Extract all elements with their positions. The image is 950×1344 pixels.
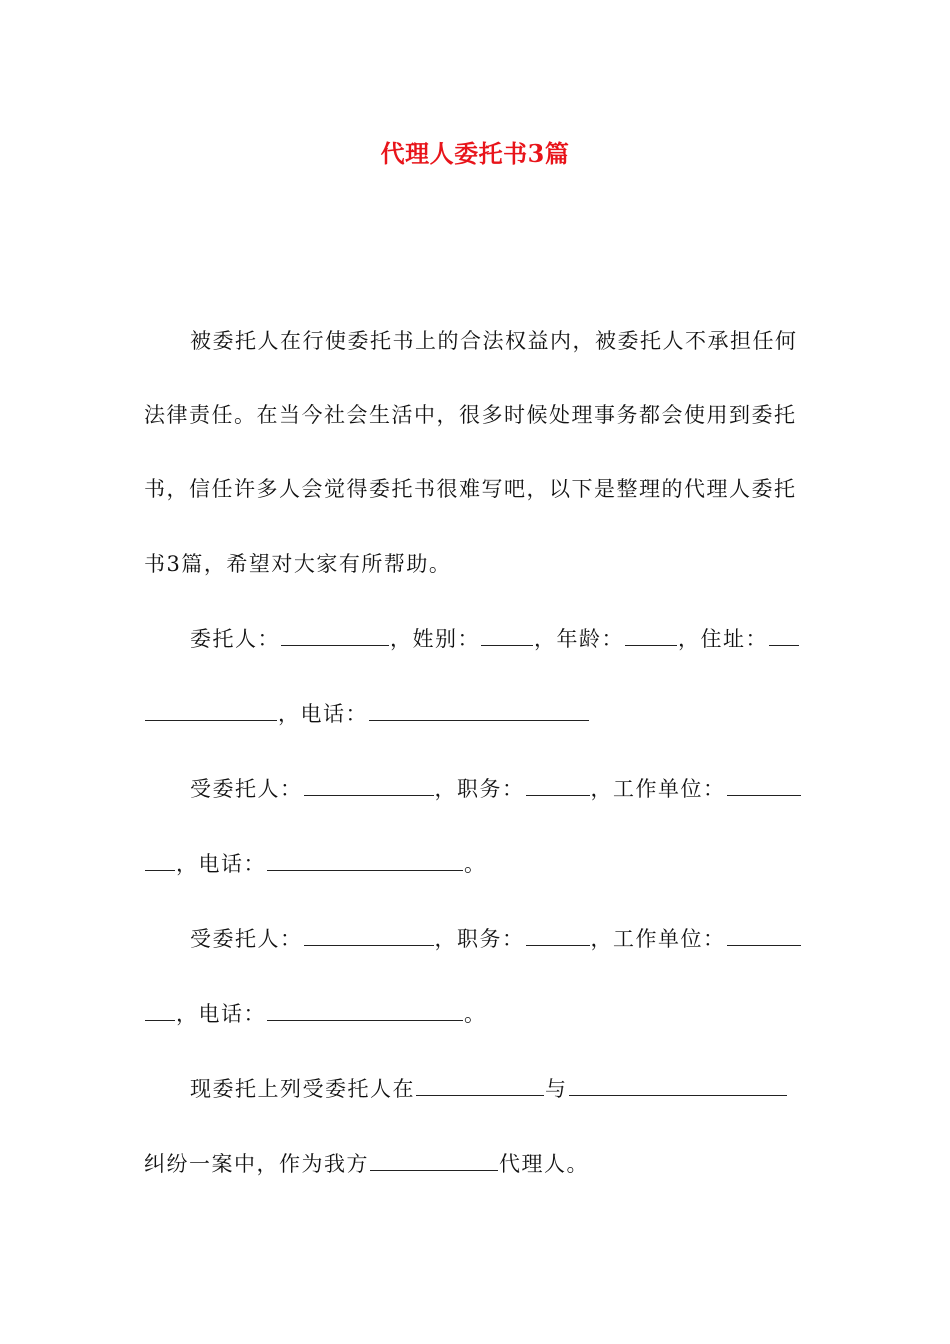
- agent1-phone-label: ，电话：: [176, 852, 266, 876]
- agent2-line-1: [190, 924, 802, 954]
- agent2-position-blank: [526, 927, 590, 946]
- agent2-label: 受委托人：: [190, 927, 303, 951]
- document-title: 代理人委托书3篇: [380, 139, 570, 168]
- mandate-part-4: 代理人。: [499, 1152, 589, 1176]
- agent1-position-label: ，职务：: [434, 777, 525, 801]
- agent1-line-2: [144, 849, 487, 879]
- agent2-name-blank: [304, 927, 434, 946]
- agent1-workplace-blank-end: [145, 852, 175, 871]
- agent2-phone-blank: [267, 1002, 463, 1021]
- agent1-name-blank: [304, 777, 434, 796]
- principal-label: 委托人：: [190, 627, 280, 651]
- address-label: ，住址：: [678, 627, 768, 651]
- agent1-workplace-label: ，工作单位：: [590, 777, 726, 801]
- agent1-end: 。: [464, 852, 487, 876]
- mandate-part-1: 现委托上列受委托人在: [190, 1077, 415, 1101]
- gender-label: ，姓别：: [390, 627, 480, 651]
- agent2-workplace-label: ，工作单位：: [590, 927, 726, 951]
- age-label: ，年龄：: [534, 627, 624, 651]
- principal-line-2: [144, 699, 590, 729]
- age-blank: [625, 627, 677, 646]
- address-blank-end: [145, 702, 277, 721]
- intro-line-2: 法律责任。在当今社会生活中，很多时候处理事务都会使用到委托: [144, 403, 797, 427]
- mandate-line-2: [144, 1149, 589, 1179]
- principal-name-blank: [281, 627, 389, 646]
- agent1-phone-blank: [267, 852, 463, 871]
- intro-line-3: 书，信任许多人会觉得委托书很难写吧，以下是整理的代理人委托: [144, 477, 797, 501]
- agent2-workplace-blank-start: [727, 927, 801, 946]
- gender-blank: [481, 627, 533, 646]
- principal-line-1: [190, 624, 800, 654]
- agent2-end: 。: [464, 1002, 487, 1026]
- agent1-label: 受委托人：: [190, 777, 303, 801]
- agent2-phone-label: ，电话：: [176, 1002, 266, 1026]
- agent2-line-2: [144, 999, 487, 1029]
- mandate-party-blank: [569, 1077, 787, 1096]
- mandate-location-blank: [416, 1077, 544, 1096]
- intro-line-1: 被委托人在行使委托书上的合法权益内，被委托人不承担任何: [190, 329, 798, 353]
- intro-line-4: 书3篇，希望对大家有所帮助。: [144, 552, 452, 576]
- agent1-line-1: [190, 774, 802, 804]
- principal-phone-label: ，电话：: [278, 702, 368, 726]
- mandate-part-3: 纠纷一案中，作为我方: [144, 1152, 369, 1176]
- mandate-role-blank: [370, 1152, 498, 1171]
- agent1-position-blank: [526, 777, 590, 796]
- mandate-part-2: 与: [545, 1077, 568, 1101]
- agent1-workplace-blank-start: [727, 777, 801, 796]
- agent2-workplace-blank-end: [145, 1002, 175, 1021]
- principal-phone-blank: [369, 702, 589, 721]
- mandate-line-1: [190, 1074, 788, 1104]
- agent2-position-label: ，职务：: [434, 927, 525, 951]
- address-blank-start: [769, 627, 799, 646]
